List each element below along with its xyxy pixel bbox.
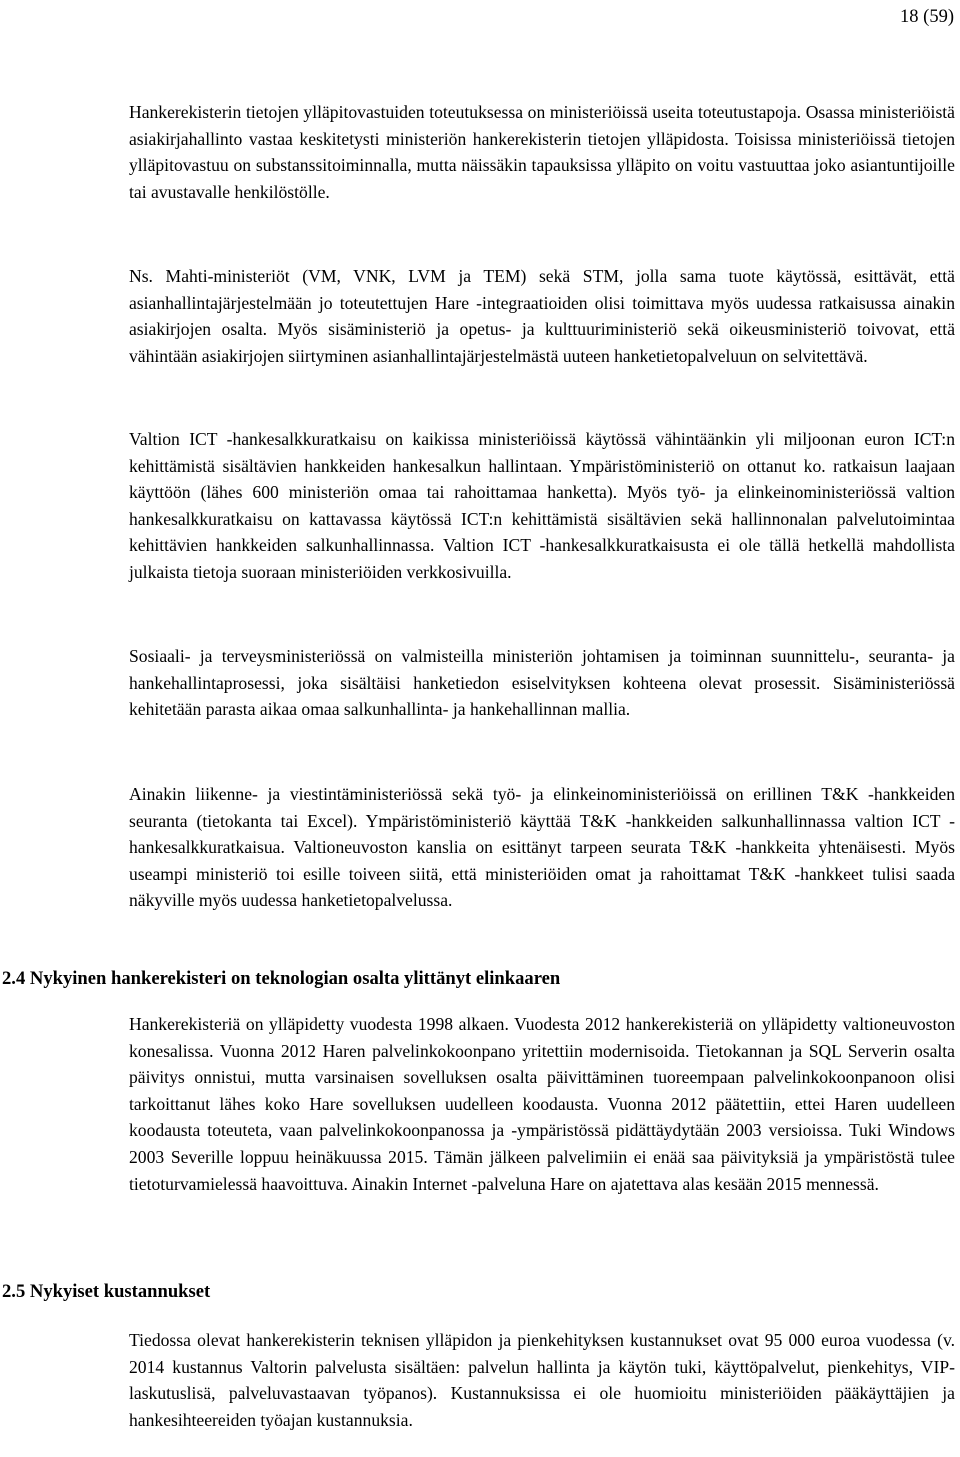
paragraph-maintenance-responsibility: Hankerekisterin tietojen ylläpitovastuiden toteutuksessa on ministeriöissä useita toteutustapoja. Osassa ministeriöistä asiakirjahallinto vastaa keskitetysti ministeriön hankerekisterin tietojen ylläpidosta. Toisissa ministeriöissä tietojen ylläpitovastuu on substanssitoiminnalla, mutta näissäkin tapauksissa ylläpito on voitu vastuuttaa joko asiantuntijoille tai avustavalle henkilöstölle. xyxy=(129,102,955,202)
page-number: 18 (59) xyxy=(900,7,954,27)
paragraph-mahti-ministries: Ns. Mahti-ministeriöt (VM, VNK, LVM ja TEM) sekä STM, jolla sama tuote käytössä, esittävät, että asianhallintajärjestelmään jo toteutettujen Hare -integraatioiden olisi toimittava myös uudessa ratkaisussa ainakin asiakirjojen osalta. Myös sisäministeriö ja opetus- ja kulttuuriministeriö sekä oikeusministeriö toivovat, että vähintään asiakirjojen siirtyminen asianhallintajärjestelmästä uuteen hanketietopalveluun on selvitettävä. xyxy=(129,266,955,366)
paragraph-social-health-ministry: Sosiaali- ja terveysministeriössä on valmisteilla ministeriön johtamisen ja toiminnan suunnittelu-, seuranta- ja hankehallintaprosessi, joka sisältäisi hanketiedon esiselvityksen kohteena olevat prosessit. Sisäministeriössä kehitetään parasta aikaa omaa salkunhallinta- ja hankehallinnan mallia. xyxy=(129,646,955,720)
section-heading-2-5: 2.5 Nykyiset kustannukset xyxy=(2,1281,211,1302)
paragraph-current-costs: Tiedossa olevat hankerekisterin teknisen ylläpidon ja pienkehityksen kustannukset ovat 95 000 euroa vuodessa (v. 2014 kustannus Valtorin palvelusta sisältäen: palvelun hallinta ja käytön tuki, käyttöpalvelut, pienkehitys, VIP-laskutuslisä, palveluvastaavan työpanos). Kustannuksissa ei ole huomioitu ministeriöiden pääkäyttäjien ja hankesihteereiden työajan kustannuksia. xyxy=(129,1330,955,1430)
paragraph-ict-portfolio: Valtion ICT -hankesalkkuratkaisu on kaikissa ministeriöissä käytössä vähintäänkin yli miljoonan euron ICT:n kehittämistä sisältävien hankkeiden hankesalkun hallintaan. Ympäristöministeriö on ottanut ko. ratkaisun laajaan käyttöön (lähes 600 ministeriön omaa tai rahoittamaa hanketta). Myös työ- ja elinkeinoministeriössä valtion hankesalkkuratkaisu on kattavassa käytössä ICT:n kehittämistä sisältävien sekä hallinnonalan palvelutoimintaa kehittävien hankkeiden salkunhallinnassa. Valtion ICT -hankesalkkuratkaisusta ei ole tällä hetkellä mahdollista julkaista tietoja suoraan ministeriöiden verkkosivuilla. xyxy=(129,429,955,582)
paragraph-current-register-technology: Hankerekisteriä on ylläpidetty vuodesta 1998 alkaen. Vuodesta 2012 hankerekisteriä on ylläpidetty valtioneuvoston konesalissa. Vuonna 2012 Haren palvelinkokoonpano yritettiin modernisoida. Tietokannan ja SQL Serverin osalta päivitys onnistui, mutta varsinaisen sovelluksen osalta päivittäminen tuoreempaan palvelinkokoonpanoon olisi tarkoittanut lähes koko Hare sovelluksen uudelleen koodausta. Vuonna 2012 päätettiin, ettei Haren uudelleen koodausta toteuteta, vaan palvelinkokoonpanossa ja -ympäristössä pidättäydytään 2003 versioissa. Tuki Windows 2003 Severille loppuu heinäkuussa 2015. Tämän jälkeen palvelimiin ei enää saa päivityksiä ja ympäristöstä tulee tietoturvamielessä haavoittuva. Ainakin Internet -palveluna Hare on ajatettava alas kesään 2015 mennessä. xyxy=(129,1014,955,1194)
paragraph-rd-projects: Ainakin liikenne- ja viestintäministeriössä sekä työ- ja elinkeinoministeriöissä on erillinen T&K -hankkeiden seuranta (tietokanta tai Excel). Ympäristöministeriö käyttää T&K -hankkeiden salkunhallinnassa valtion ICT -hankesalkkuratkaisua. Valtioneuvoston kanslia on esittänyt tarpeen seurata T&K -hankkeita yhtenäisesti. Myös useampi ministeriö toi esille toiveen siitä, että ministeriöiden omat ja rahoittamat T&K -hankkeet tulisi saada näkyville myös uudessa hanketietopalvelussa. xyxy=(129,784,955,911)
section-heading-2-4: 2.4 Nykyinen hankerekisteri on teknologian osalta ylittänyt elinkaaren xyxy=(2,968,561,989)
